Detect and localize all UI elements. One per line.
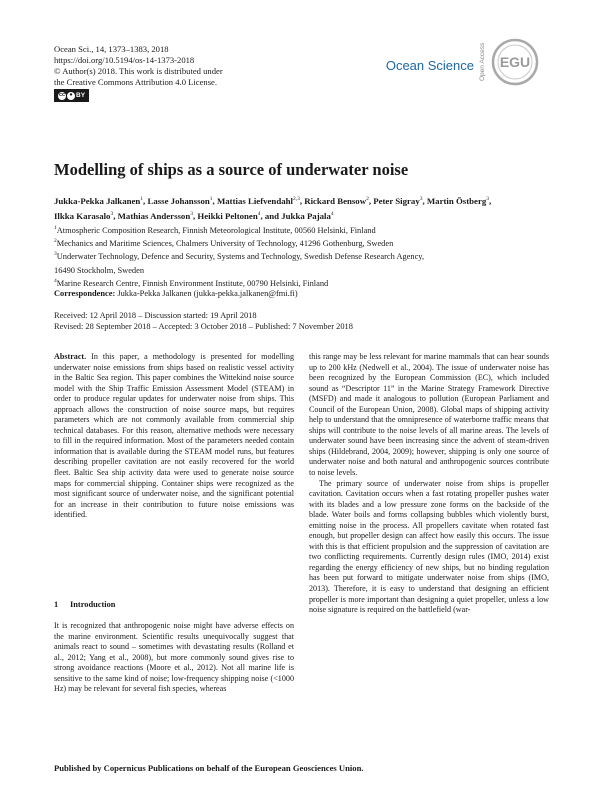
- open-access-label: Open Access: [479, 42, 486, 82]
- affiliation-text: Underwater Technology, Defence and Security, Systems and Technology, Swedish Defense Research Agency,: [56, 252, 425, 262]
- correspondence-label: Correspondence:: [54, 289, 116, 298]
- doi-link[interactable]: https://doi.org/10.5194/os-14-1373-2018: [54, 55, 195, 65]
- column-two: [309, 352, 549, 616]
- correspondence-text[interactable]: Jukka-Pekka Jalkanen (jukka-pekka.jalkanen@fmi.fi): [117, 289, 298, 298]
- cc-by-badge[interactable]: [54, 89, 89, 102]
- author-separator: ,: [113, 210, 118, 221]
- author-separator: ,: [299, 196, 305, 206]
- author-affiliation-mark: 4: [257, 210, 261, 217]
- affiliation-number: 1: [54, 225, 57, 231]
- abstract-text: In this paper, a methodology is presented for modelling underwater noise emissions from ships based on realistic vessel activity in the Baltic Sea region. This paper combines the Wittekind noise source model with the Ship Traffic Emission Assessment Model (STEAM) in order to produce regular updates for underwater noise from ships. This approach allows the construction of noise source maps, but requires parameters which are not commonly available from commercial ship technical databases. For this reason, alternative methods were necessary to fill in the required information. Most of the parameters needed contain information that is available during the STEAM model runs, but features describing propeller cavitation are not easily recovered for the world fleet. Baltic Sea ship activity data were used to generate noise source maps for commercial shipping. Container ships were recognized as the most significant source of underwater noise, and the significant potential for an increase in their contribution to future noise emissions was identified.: [54, 352, 294, 520]
- introduction-paragraph: [54, 621, 294, 695]
- affiliation-number: 3: [54, 251, 57, 258]
- abstract: [54, 352, 294, 521]
- correspondence: [54, 289, 554, 298]
- author-name: Peter Sigray: [373, 196, 420, 206]
- affiliation-item: [54, 276, 554, 289]
- author-affiliation-mark: 1: [209, 196, 213, 202]
- revised-line: Revised: 28 September 2018 – Accepted: 3 October 2018 – Published: 7 November 2018: [54, 322, 353, 331]
- section-number: 1: [54, 600, 59, 609]
- author-name: Jukka-Pekka Jalkanen: [54, 196, 141, 206]
- egu-logo: [491, 38, 539, 91]
- author-affiliation-mark: 3: [110, 210, 114, 217]
- author-separator: ,: [143, 196, 148, 206]
- author-separator: ,: [422, 196, 427, 206]
- section-title: Introduction: [70, 600, 116, 609]
- author-separator: , and: [260, 210, 282, 221]
- author-name: Jukka Pajala: [281, 210, 331, 221]
- affiliation-text: Atmospheric Composition Research, Finnish Meteorological Institute, 00560 Helsinki, Finland: [56, 226, 376, 235]
- author-affiliation-mark: 2,3: [292, 196, 300, 202]
- col2-para-2: The primary source of underwater noise from ships is propeller cavitation. Cavitation occurs when a fast rotating propeller pushes water with its blades and a low pressure zone forms on the backside of the blade. Water boils and forms collapsing bubbles which violently burst, emitting noise in the process. All propellers cavitate when rotated fast enough, but propeller design can affect how easily this occurs. The issue with this is that efficient propulsion and the suppression of cavitation are two conflicting requirements. Currently design rules (IMO, 2014) exist regarding the energy efficiency of new ships, but no binding regulation has been put forward to mitigate underwater noise from ships (IMO, 2013). Therefore, it is easy to understand that designing an efficient propeller is more important than designing a quiet propeller, unless a low noise signature is required on the battlefield (war-: [309, 478, 549, 615]
- author-name: Ilkka Karasalo: [54, 210, 111, 221]
- affiliation-number: 4: [54, 277, 57, 284]
- received-line: Received: 12 April 2018 – Discussion started: 19 April 2018: [54, 311, 257, 320]
- cc-icon: cc: [58, 92, 66, 98]
- publisher-footer: Published by Copernicus Publications on behalf of the European Geosciences Union.: [54, 763, 364, 773]
- author-affiliation-mark: 3: [419, 196, 423, 202]
- author-affiliation-mark: 1: [140, 196, 144, 202]
- section-heading: [54, 600, 115, 609]
- author-name: Mattias Liefvendahl: [216, 196, 293, 206]
- copyright-line: © Author(s) 2018. This work is distributed under: [54, 66, 223, 76]
- affiliation-list: [54, 223, 554, 289]
- article-metadata: [54, 44, 223, 102]
- egu-logo-icon: [491, 38, 539, 86]
- author-separator: ,: [192, 210, 198, 221]
- author-separator: ,: [368, 196, 374, 206]
- affiliation-item: [54, 236, 554, 249]
- author-separator: ,: [212, 196, 217, 206]
- person-icon: ●: [67, 92, 75, 100]
- author-name: Rickard Bensow: [304, 196, 367, 206]
- egu-logo-text: EGU: [499, 54, 531, 70]
- paper-title: Modelling of ships as a source of underwater noise: [54, 160, 409, 179]
- license-line: the Creative Commons Attribution 4.0 License.: [54, 77, 218, 87]
- affiliation-text: 16490 Stockholm, Sweden: [54, 265, 145, 275]
- author-list: [54, 193, 554, 222]
- author-affiliation-mark: 3: [486, 196, 489, 202]
- affiliation-item: [54, 223, 554, 236]
- author-name: Lasse Johansson: [147, 196, 210, 206]
- author-affiliation-mark: 4: [330, 210, 334, 217]
- affiliation-text: Marine Research Centre, Finnish Environment Institute, 00790 Helsinki, Finland: [56, 278, 329, 288]
- author-name: Martin Östberg: [426, 196, 487, 206]
- intro-para-1: It is recognized that anthropogenic noise might have adverse effects on the marine environment. Scientific results unequivocally suggest that animals react to sound – sometimes with devastating results (Rolland et al., 2012; Yang et al., 2008), but more commonly sound gives rise to strong avoidance reactions (Moore et al., 2012). Not all marine life is sensitive to the same kind of noise; low-frequency shipping noise (<1000 Hz) may be relevant for several fish species, whereas: [54, 621, 294, 694]
- affiliation-item: [54, 263, 554, 276]
- citation: Ocean Sci., 14, 1373–1383, 2018: [54, 44, 169, 54]
- col2-para-1: this range may be less relevant for marine mammals that can hear sounds up to 200 kHz (Nedwell et al., 2004). The issue of underwater noise has been recognized by the European Commission (EC), which included sound as “Descriptor 11” in the Marine Strategy Framework Directive (MSFD) and made it analogous to pollution (European Parliament and Council of the European Union, 2008). Global maps of shipping activity help to understand that the omnipresence of waterborne traffic means that ships will contribute to the noise levels of all marine areas. The levels of underwater sound have been increasing since the advent of steam-driven ships (Hildebrand, 2004, 2009); however, shipping is only one source of underwater noise and both natural and anthropogenic sources contribute to noise levels.: [309, 352, 549, 478]
- author-affiliation-mark: 2: [366, 196, 369, 202]
- abstract-label: Abstract.: [54, 352, 87, 361]
- author-name: Heikki Peltonen: [197, 210, 258, 221]
- author-name: Mathias Andersson: [117, 210, 191, 221]
- affiliation-item: [54, 249, 554, 262]
- cc-badge-label: BY: [76, 92, 86, 99]
- publication-dates: [54, 310, 554, 332]
- author-separator: ,: [489, 196, 492, 206]
- affiliation-text: Mechanics and Maritime Sciences, Chalmers University of Technology, 41296 Gothenburg, Sweden: [56, 239, 394, 249]
- affiliation-number: 2: [54, 238, 57, 245]
- journal-name: Ocean Science: [385, 58, 474, 73]
- author-affiliation-mark: 3: [190, 210, 193, 217]
